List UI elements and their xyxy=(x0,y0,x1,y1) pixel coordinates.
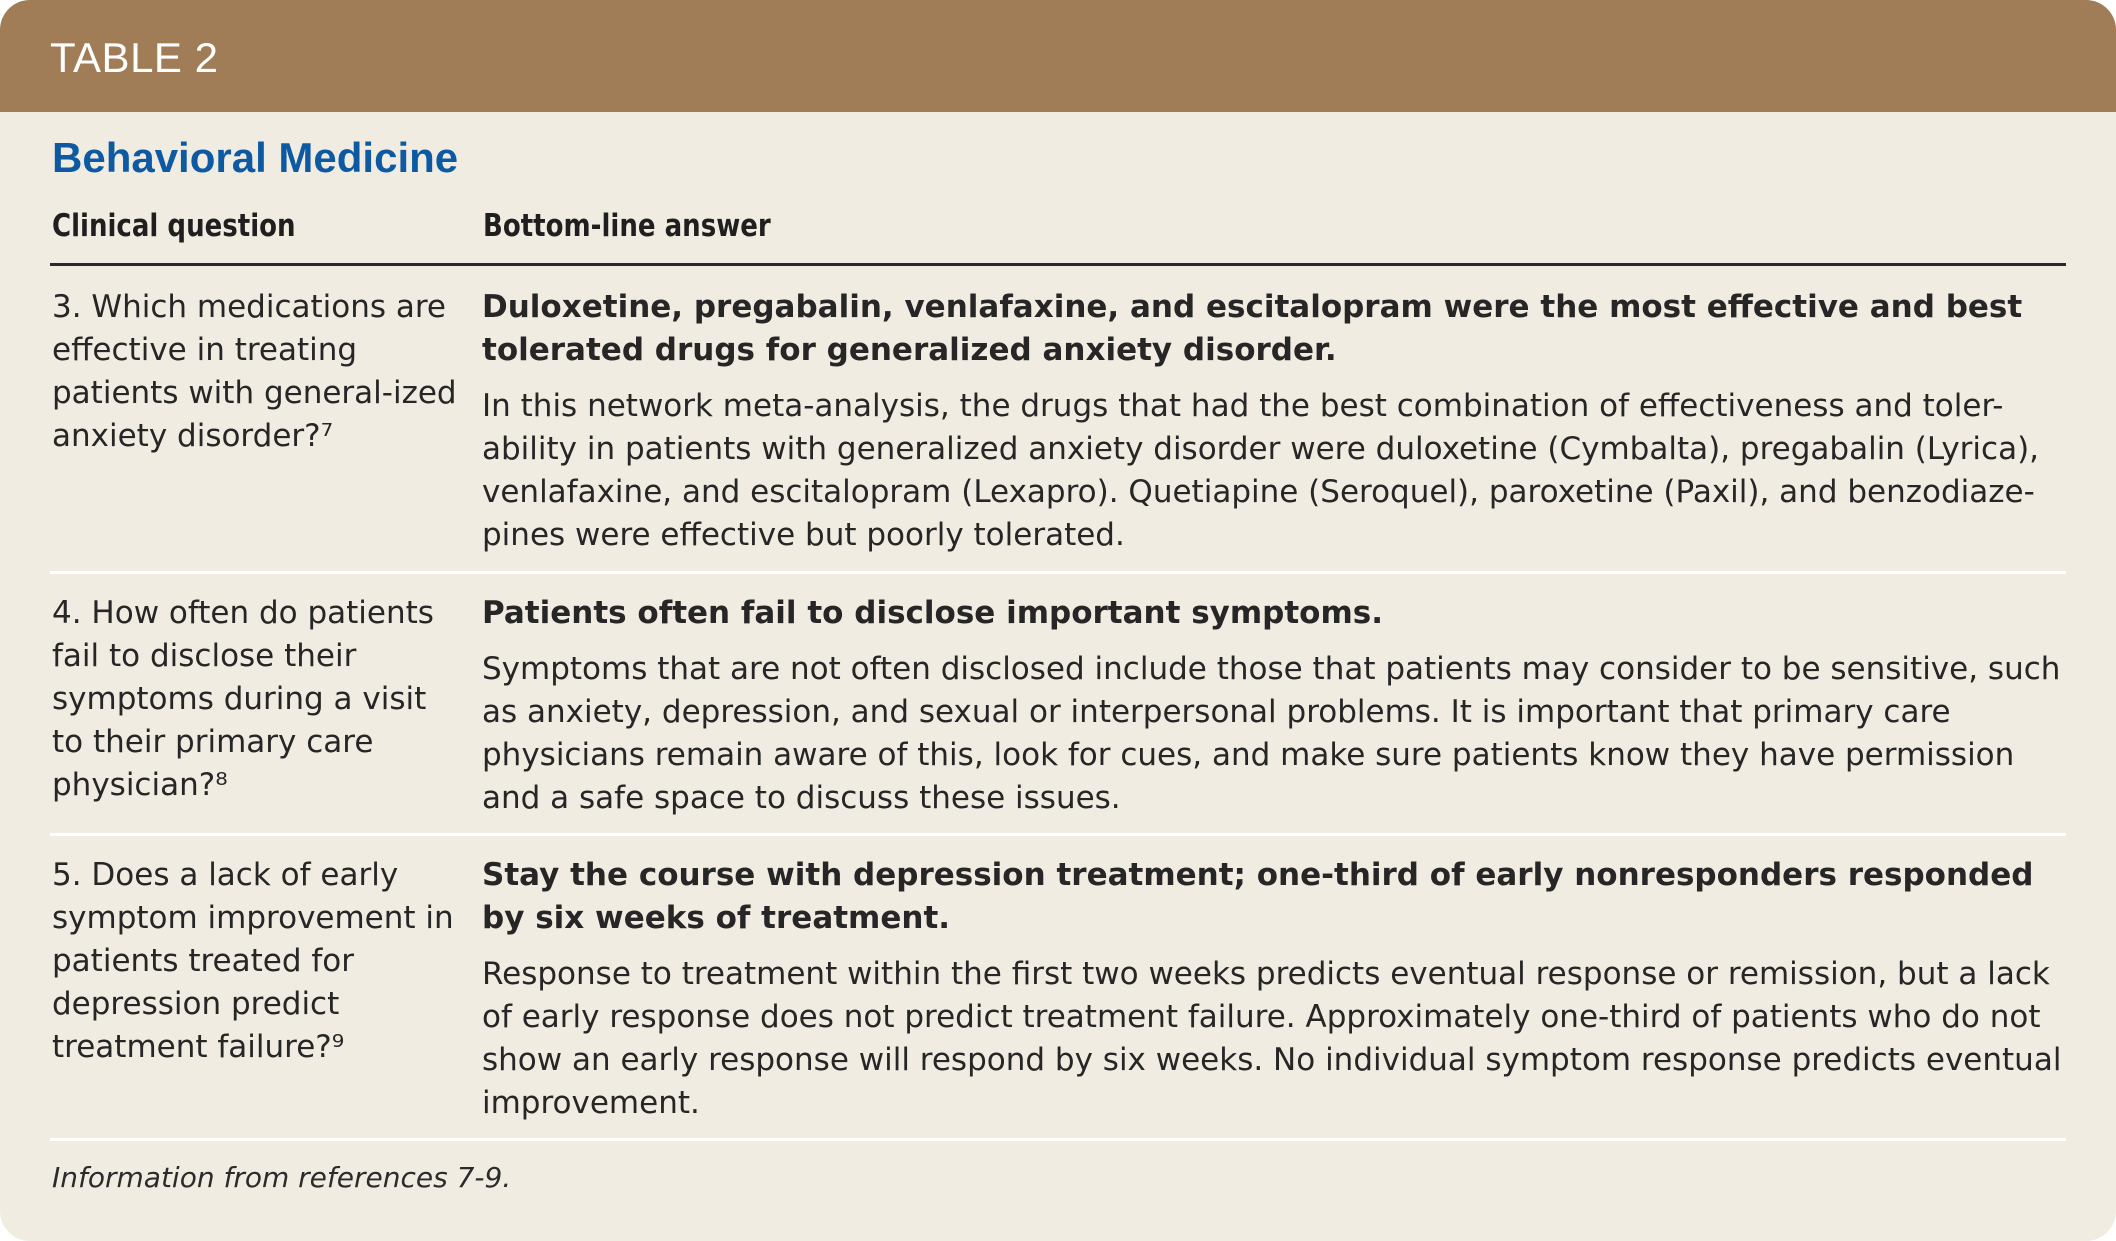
header-rule xyxy=(50,263,2066,266)
answer-body: Response to treatment within the first two weeks predicts eventual response or remission, but a lack of early response does not predict treatment failure. Approximately one-third of patients who do not show an early response will respond by six weeks. No individual symptom response predicts eventual improvement. xyxy=(482,956,2062,1121)
row-answer xyxy=(482,854,2067,1125)
answer-body: In this network meta-analysis, the drugs that had the best combination of effectiveness and toler-ability in patients with generalized anxiety disorder were duloxetine (Cymbalta), pregabalin (Lyrica), venlafaxine, and escitalopram (Lexapro). Quetiapine (Seroquel), paroxetine (Paxil), and benzodiaze-pines were effective but poorly tolerated. xyxy=(482,388,2040,553)
header-bar xyxy=(0,0,2116,112)
row-divider xyxy=(50,571,2066,574)
answer-body: Symptoms that are not often disclosed include those that patients may consider to be sensitive, such as anxiety, depression, and sexual or interpersonal problems. It is important that primary care physicians remain aware of this, look for cues, and make sure patients know they have permission and a safe space to discuss these issues. xyxy=(482,651,2061,816)
column-header-question: Clinical question xyxy=(52,208,296,244)
answer-headline: Duloxetine, pregabalin, venlafaxine, and escitalopram were the most effective and best tolerated drugs for generalized anxiety disorder. xyxy=(482,289,2023,368)
answer-headline: Stay the course with depression treatment; one-third of early nonresponders responded by six weeks of treatment. xyxy=(482,857,2034,936)
row-question: 3. Which medications are effective in treating patients with general-ized anxiety disorder?⁷ xyxy=(52,289,457,454)
footnote: Information from references 7-9. xyxy=(52,1161,512,1194)
column-header-answer: Bottom-line answer xyxy=(483,208,771,244)
row-divider xyxy=(50,1138,2066,1141)
answer-headline: Patients often fail to disclose important symptoms. xyxy=(482,595,1384,631)
row-answer xyxy=(482,286,2067,557)
table-label: TABLE 2 xyxy=(50,34,219,81)
row-question: 4. How often do patients fail to disclose their symptoms during a visit to their primary care physician?⁸ xyxy=(52,595,434,803)
table-title: Behavioral Medicine xyxy=(52,134,459,181)
row-question: 5. Does a lack of early symptom improvement in patients treated for depression predict treatment failure?⁹ xyxy=(52,857,454,1065)
row-divider xyxy=(50,833,2066,836)
row-answer xyxy=(482,592,2067,820)
